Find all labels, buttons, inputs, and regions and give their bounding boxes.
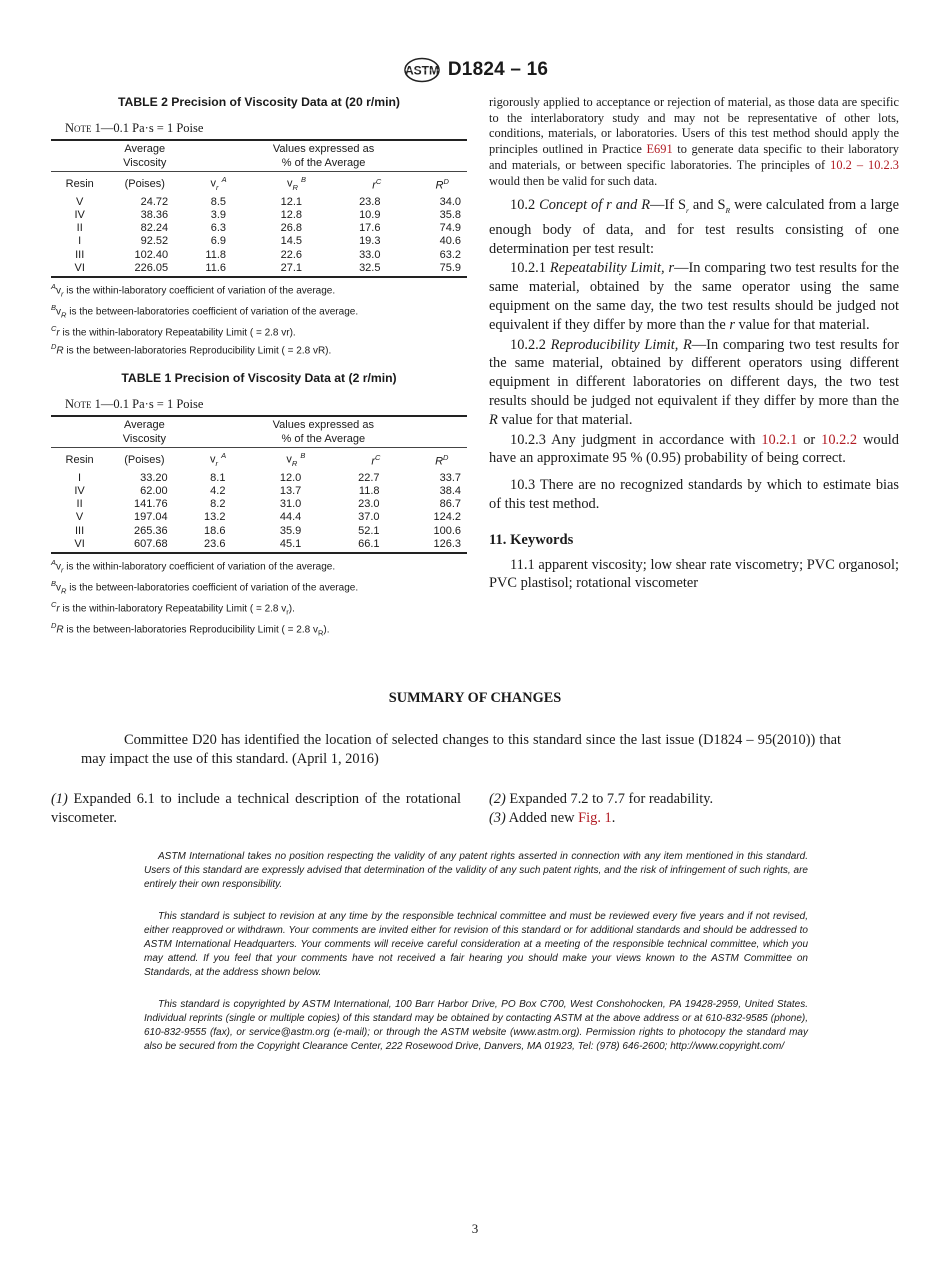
table-2 [51,139,467,278]
link-10-2-2[interactable]: 10.2.2 [821,431,858,448]
col-resin: Resin [51,172,108,196]
table-row: VI 226.05 11.6 27.1 32.5 75.9 [51,262,467,277]
table-row: II 82.24 6.3 26.8 17.6 74.9 [76,222,461,235]
table-row: II 141.76 8.2 31.0 23.0 86.7 [76,498,461,511]
table-row: I 92.52 6.9 14.5 19.3 40.6 [78,235,461,248]
change-item-2: (2) Expanded 7.2 to 7.7 for readability. [489,791,714,807]
summary-intro: Committee D20 has identified the location of selected changes to this standard since the last issue (D1824 – 95(2010)) that may impact the use of this standard. (April 1, 2016) [81,732,841,767]
table-2-title: TABLE 2 Precision of Viscosity Data at (20 r/min) [118,95,400,109]
change-item-3: (3) Added new Fig. 1. [489,810,616,826]
col-R: $R^D$ [416,172,467,196]
section-10-2-3: 10.2.3 Any judgment in accordance with 10.2.1 or 10.2.2 would have an approximate 95 % (0.95) probability of being correct. [489,431,900,467]
revision-notice: This standard is subject to revision at any time by the responsible technical committee and must be reviewed every five years and if not revised, either reapproved or withdrawn. Your comments are invited either for revision of this standard or for additional standards and should be addressed to ASTM International Headquarters. Your comments will receive careful consideration at a meeting of the responsible technical committee, which you may attend. If you feel that your comments have not received a fair hearing you should make your views known to the ASTM Committee on Standards, at the address shown below. [144,911,808,978]
table-1 [51,415,467,554]
footnote-d: $^D$R is the between-laboratories Reproducibility Limit ( = 2.8 vR). [51,341,332,356]
footnote-a: $^Av_r$ is the within-laboratory coefficient of variation of the average. [51,282,336,299]
section-10-2: 10.2 Concept of r and R—If $S_r$ and $S_R$ were calculated from a large enough body of data, and for test results consisting of one determination per test result: [489,197,899,257]
link-e691[interactable]: E691 [646,142,673,157]
table-1-block [51,371,467,639]
table-row: IV 62.00 4.2 13.7 11.8 38.4 [74,485,461,498]
col-vr: $v_r$ $^A$ [180,172,256,196]
table-1-footnotes [51,556,467,639]
col-r: $r^C$ [336,172,416,196]
col-poises: (Poises) [108,448,179,472]
table-1-note: Note 1—0.1 Pa·s = 1 Poise [65,397,204,411]
footnote-b: $^Bv_R$ is the between-laboratories coefficient of variation of the average. [51,578,359,596]
col-R: $R^D$ [416,448,468,472]
page-header [0,55,950,85]
table-row: VI 607.68 23.6 45.1 66.1 126.3 [51,538,467,553]
col-resin: Resin [51,448,108,472]
document-id: D1824 – 16 [447,59,549,80]
patent-notice: ASTM International takes no position respecting the validity of any patent rights asserted in connection with any item mentioned in this standard. Users of this standard are expressly advised that determination of the validity of any such patent rights, and the risk of infringement of such rights, are entirely their own responsibility. [144,851,808,890]
footnote-d: $^D$R is the between-laboratories Reproducibility Limit ( = 2.8 $v_R$). [51,620,330,637]
table-2-footnotes [51,280,467,357]
table-row: III 265.36 18.6 35.9 52.1 100.6 [74,524,461,537]
table-row: III 102.40 11.8 22.6 33.0 63.2 [75,248,461,261]
footnote-a: $^Av_r$ is the within-laboratory coefficient of variation of the average. [51,558,336,575]
table-row: I 33.20 8.1 12.0 22.7 33.7 [78,471,461,484]
footnote-c: $^C$r is the within-laboratory Repeatability Limit ( = 2.8 vr). [51,323,296,339]
table-row: V 24.72 8.5 12.1 23.8 34.0 [76,195,461,208]
col-poises: (Poises) [108,172,180,196]
footnote-b: $^Bv_R$ is the between-laboratories coefficient of variation of the average. [51,302,359,320]
copyright-notice: This standard is copyrighted by ASTM International, 100 Barr Harbor Drive, PO Box C700, West Conshohocken, PA 19428-2959, United States. Individual reprints (single or multiple copies) of this standard may be obtained by contacting ASTM at the above address or at 610-832-9585 (phone), 610-832-9555 (fax), or service@astm.org (e-mail); or through the ASTM website (www.astm.org). Permission rights to photocopy the standard may also be secured from the Copyright Clearance Center, 222 Rosewood Drive, Danvers, MA 01923, Tel: (978) 646-2600; http://www.copyright.com/ [144,999,808,1052]
change-list-left [51,790,461,828]
col-vR: $v_R$ $^B$ [256,172,336,196]
svg-text:ASTM: ASTM [404,63,439,78]
section-10-2-1: 10.2.1 Repeatability Limit, r—In comparing two test results for the same material, obtained by the same operator using the same equipment on the same day, the two test results should be judged not equivalent if they differ by more than the r value for that material. [489,260,899,333]
section-10-2-2: 10.2.2 Reproducibility Limit, R—In comparing two test results for the same material, obtained by different operators using different equipment in different laboratories on different days, the two test results should be judged not equivalent if they differ by more than the R value for that material. [489,336,899,428]
link-10-2-1[interactable]: 10.2.1 [761,431,798,448]
table-1-title: TABLE 1 Precision of Viscosity Data at (2 r/min) [121,371,397,385]
astm-logo-icon [402,57,442,83]
table-row: V 197.04 13.2 44.4 37.0 124.2 [75,511,461,524]
change-item-1: (1) Expanded 6.1 to include a technical description of the rotational viscometer. [51,791,461,826]
header-average: Average Viscosity [108,140,180,172]
section-11-heading: 11. Keywords [489,531,574,548]
link-10-2-range[interactable]: 10.2 – 10.2.3 [830,157,899,172]
header-values-expressed: Values expressed as % of the Average [180,140,467,172]
col-vr: $v_r$ $^A$ [180,448,256,472]
continued-paragraph: rigorously applied to acceptance or rejection of material, as those data are specific to the interlaboratory study and may not be representative of other lots, conditions, materials, or laboratories. Users of this test method should apply the principles outlined in Practice E691 to generate data specific to their laboratory and materials, or between specific laboratories. The principles of 10.2 – 10.2.3 would then be valid for such data. [489,95,899,188]
header-average: Average Viscosity [108,416,179,448]
table-2-block [51,95,467,357]
link-fig-1[interactable]: Fig. 1 [578,810,612,826]
table-2-note: Note 1—0.1 Pa·s = 1 Poise [65,121,204,135]
table-row: IV 38.36 3.9 12.8 10.9 35.8 [74,209,461,222]
section-10-3: 10.3 There are no recognized standards by which to estimate bias of this test method. [489,477,899,513]
section-11-1: 11.1 apparent viscosity; low shear rate viscometry; PVC organosol; PVC plastisol; rotational viscometer [489,556,899,592]
col-r: $r^C$ [335,448,415,472]
footnote-c: $^C$r is the within-laboratory Repeatability Limit ( = 2.8 $v_r$). [51,599,295,617]
col-vR: $v_R$ $^B$ [255,448,335,472]
right-column [489,95,899,593]
header-values-expressed: Values expressed as % of the Average [180,416,467,448]
change-list-right [489,790,899,828]
summary-title: SUMMARY OF CHANGES [388,690,562,706]
page-number: 3 [471,1221,479,1236]
